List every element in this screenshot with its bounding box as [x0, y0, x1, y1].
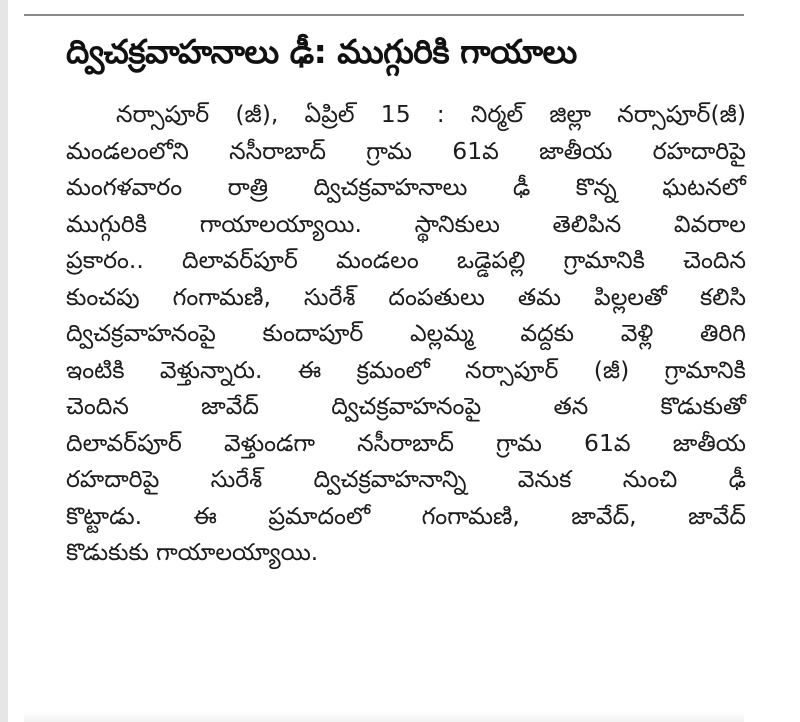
body-word: గాయాలయ్యాయి. — [155, 538, 319, 566]
body-word: కుందాపూర్ — [262, 319, 364, 347]
body-word: కొడుకుతో — [660, 392, 746, 420]
body-word: 61వ — [452, 136, 499, 165]
body-word: కొన్న — [575, 173, 617, 201]
body-word: తన — [553, 392, 589, 420]
body-word: గ్రామానికి — [563, 246, 645, 274]
body-word: ద్విచక్రవాహనంపై — [331, 392, 482, 420]
body-word: ద్విచక్రవాహనాన్ని — [313, 465, 467, 493]
body-word: జావేద్ — [201, 392, 260, 420]
body-word: 15 — [380, 100, 411, 128]
body-word: జావేద్, — [571, 501, 637, 530]
body-word: చెందిన — [66, 392, 129, 420]
body-word: నర్సాపూర్ — [465, 355, 559, 384]
body-word: ఢీ — [512, 173, 531, 201]
body-word: (జీ), — [235, 100, 279, 128]
body-word: పిల్లలతో — [594, 282, 667, 311]
body-word: మంగళవారం — [66, 173, 183, 201]
body-word: వెళ్తున్నారు. — [159, 355, 263, 384]
body-line — [66, 461, 746, 498]
body-word: నర్సాపూర్ — [116, 100, 210, 128]
body-line — [66, 133, 746, 170]
body-word: గ్రామ — [366, 136, 412, 165]
body-line — [66, 242, 746, 279]
body-word: వివరాల — [673, 209, 746, 238]
article-body — [66, 96, 746, 571]
body-word: దిలావర్‌పూర్ — [66, 428, 182, 457]
body-word: గంగామణి, — [421, 501, 520, 530]
page-edge — [24, 712, 744, 722]
body-word: మండలంలోని — [66, 136, 189, 165]
body-line — [66, 315, 746, 352]
body-word: ప్రకారం.. — [66, 246, 144, 274]
body-word: తెలిపిన — [552, 209, 622, 238]
body-word: తమ — [517, 282, 561, 311]
body-line — [66, 425, 746, 462]
body-word: క్రమంలో — [356, 355, 430, 384]
body-word: నసీరాబాద్ — [229, 136, 326, 165]
body-line — [66, 534, 746, 571]
body-line — [66, 352, 746, 389]
top-rule — [24, 14, 744, 16]
body-line — [66, 96, 746, 133]
body-word: దంపతులు — [388, 282, 485, 311]
body-word: కొడుకుకు — [66, 538, 149, 566]
body-word: సురేశ్ — [210, 465, 263, 493]
body-word: దిలావర్‌పూర్ — [182, 246, 298, 274]
body-word: ఒడ్డెపల్లి — [456, 246, 526, 274]
body-word: స్థానికులు — [414, 209, 500, 238]
article-headline: ద్విచక్రవాహనాలు ఢీ: ముగ్గురికి గాయాలు — [66, 32, 577, 71]
body-word: నిర్మల్ — [470, 100, 524, 128]
body-word: నర్సాపూర్(జీ) — [617, 100, 746, 128]
body-word: ప్రమాదంలో — [268, 501, 371, 530]
body-word: (జీ) — [593, 355, 630, 384]
body-line — [66, 206, 746, 243]
body-word: ఈ — [297, 355, 322, 384]
body-word: ముగ్గురికి — [66, 209, 148, 238]
body-word: ద్విచక్రవాహనంపై — [66, 319, 216, 347]
body-word: ఈ — [193, 501, 217, 530]
body-word: సురేశ్ — [303, 282, 356, 311]
body-word: తిరిగి — [699, 319, 746, 347]
body-word: కలిసి — [699, 282, 746, 311]
body-word: వెళ్లి — [620, 319, 654, 347]
body-word: ఢీ — [728, 465, 746, 493]
body-word: చెందిన — [683, 246, 746, 274]
body-word: జిల్లా — [549, 100, 592, 128]
body-word: 61వ — [584, 428, 631, 457]
body-word: రహదారిపై — [66, 465, 160, 493]
body-word: గంగామణి, — [172, 282, 271, 311]
body-line — [66, 498, 746, 535]
body-word: కొట్టాడు. — [66, 501, 143, 530]
body-word: గాయాలయ్యాయి. — [199, 209, 362, 238]
body-word: : — [436, 100, 445, 128]
body-word: జాతీయ — [539, 136, 613, 165]
body-word: ఎల్లమ్మ — [409, 319, 474, 347]
body-word: ద్విచక్రవాహనాలు — [313, 173, 468, 201]
body-word: కుంచపు — [66, 282, 140, 311]
body-word: గ్రామానికి — [664, 355, 746, 384]
body-word: జావేద్ — [688, 501, 746, 530]
body-word: వెళ్తుండగా — [223, 428, 316, 457]
body-word: ఏప్రిల్ — [304, 100, 355, 128]
body-line — [66, 279, 746, 316]
body-line — [66, 388, 746, 425]
body-word: ఇంటికి — [66, 355, 125, 384]
body-word: నుంచి — [622, 465, 678, 493]
news-article — [66, 28, 746, 571]
body-word: ఘటనలో — [662, 173, 746, 201]
body-word: మండలం — [336, 246, 419, 274]
body-word: రహదారిపై — [652, 136, 746, 165]
body-word: వద్దకు — [520, 319, 575, 347]
body-word: వెనుక — [517, 465, 572, 493]
body-word: జాతీయ — [672, 428, 746, 457]
body-word: నసీరాబాద్ — [357, 428, 454, 457]
body-line — [66, 169, 746, 206]
column-divider — [0, 0, 8, 722]
body-word: గ్రామ — [496, 428, 542, 457]
body-word: రాత్రి — [227, 173, 268, 201]
